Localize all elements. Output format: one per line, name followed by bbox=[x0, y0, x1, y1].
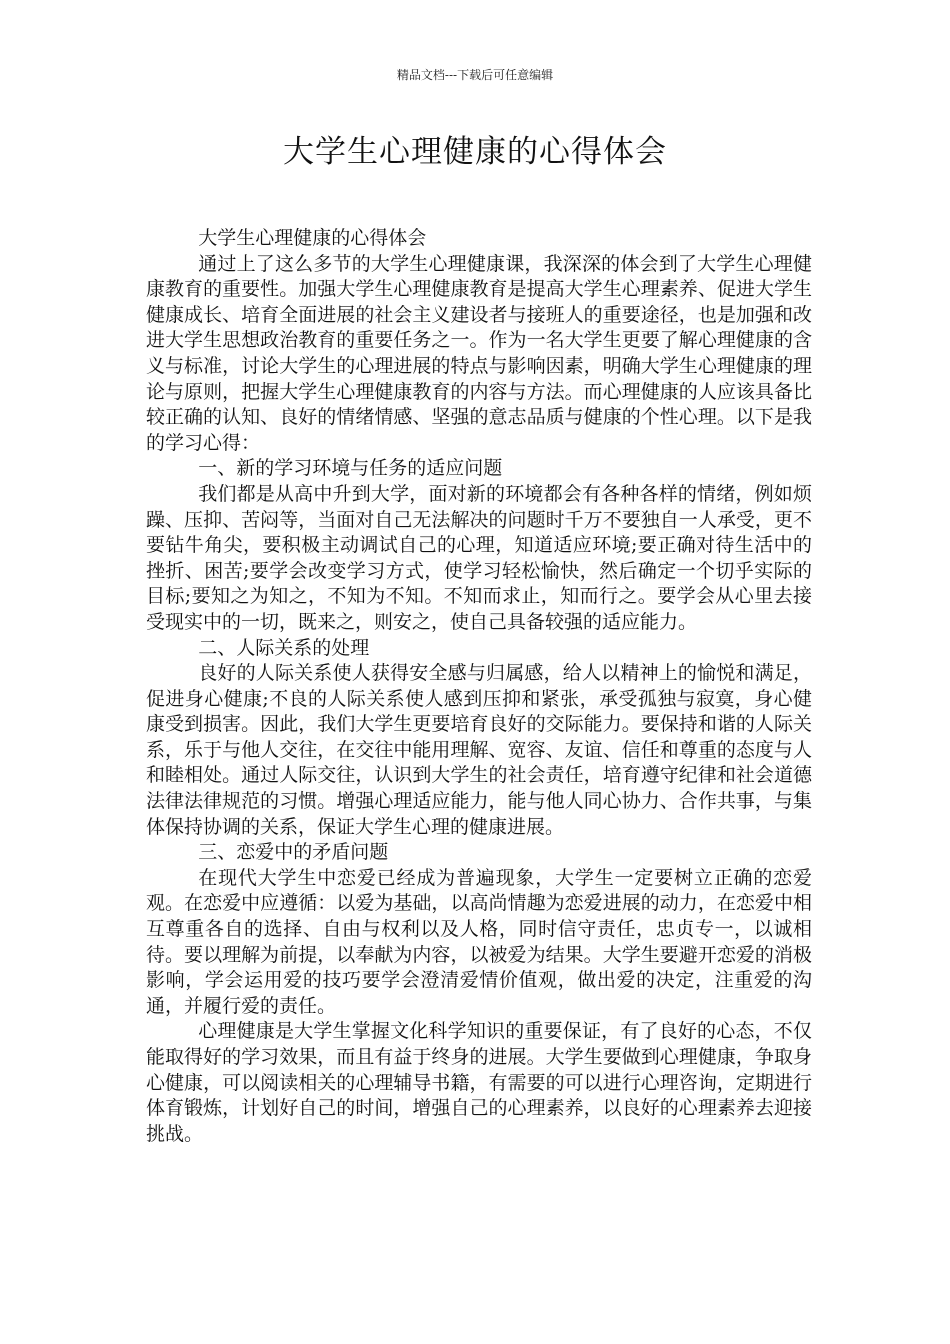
section-paragraph-1: 我们都是从高中升到大学，面对新的环境都会有各种各样的情绪，例如烦躁、压抑、苦闷等，当面对自己无法解决的问题时千万不要独自一人承受，更不要钻牛角尖，要积极主动调试自己的心理，知道适应环境;要正确对待生活中的挫折、困苦;要学会改变学习方式，使学习轻松愉快，然后确定一个切乎实际的目标;要知之为知之，不知为不知。不知而求止，知而行之。要学会从心里去接受现实中的一切，既来之，则安之，使自己具备较强的适应能力。 bbox=[146, 482, 812, 633]
section-heading-3: 三、恋爱中的矛盾问题 bbox=[198, 841, 389, 864]
conclusion-paragraph: 心理健康是大学生掌握文化科学知识的重要保证，有了良好的心态，不仅能取得好的学习效果，而且有益于终身的进展。大学生要做到心理健康，争取身心健康，可以阅读相关的心理辅导书籍，有需要的可以进行心理咨询，定期进行体育锻炼，计划好自己的时间，增强自己的心理素养，以良好的心理素养去迎接挑战。 bbox=[146, 1020, 812, 1145]
subtitle-paragraph: 大学生心理健康的心得体会 bbox=[198, 227, 427, 249]
section-heading-2: 二、人际关系的处理 bbox=[198, 636, 370, 659]
section-heading-1: 一、新的学习环境与任务的适应问题 bbox=[198, 457, 503, 480]
document-title: 大学生心理健康的心得体会 bbox=[283, 134, 667, 170]
section-paragraph-3: 在现代大学生中恋爱已经成为普遍现象，大学生一定要树立正确的恋爱观。在恋爱中应遵循：以爱为基础，以高尚情趣为恋爱进展的动力，在恋爱中相互尊重各自的选择、自由与权利以及人格，同时信守责任，忠贞专一，以诚相待。要以理解为前提，以奉献为内容，以被爱为结果。大学生要避开恋爱的消极影响，学会运用爱的技巧要学会澄清爱情价值观，做出爱的决定，注重爱的沟通，并履行爱的责任。 bbox=[146, 866, 812, 1017]
header-note: 精品文档---下载后可任意编辑 bbox=[396, 68, 554, 82]
intro-paragraph: 通过上了这么多节的大学生心理健康课，我深深的体会到了大学生心理健康教育的重要性。加强大学生心理健康教育是提高大学生心理素养、促进大学生健康成长、培育全面进展的社会主义建设者与接班人的重要途径，也是加强和改进大学生思想政治教育的重要任务之一。作为一名大学生更要了解心理健康的含义与标准，讨论大学生的心理进展的特点与影响因素，明确大学生心理健康的理论与原则，把握大学生心理健康教育的内容与方法。而心理健康的人应该具备比较正确的认知、良好的情绪情感、坚强的意志品质与健康的个性心理。以下是我的学习心得： bbox=[146, 252, 812, 454]
section-paragraph-2: 良好的人际关系使人获得安全感与归属感，给人以精神上的愉悦和满足，促进身心健康;不良的人际关系使人感到压抑和紧张，承受孤独与寂寞，身心健康受到损害。因此，我们大学生更要培育良好的交际能力。要保持和谐的人际关系，乐于与他人交往，在交往中能用理解、宽容、友谊、信任和尊重的态度与人和睦相处。通过人际交往，认识到大学生的社会责任，培育遵守纪律和社会道德法律法律规范的习惯。增强心理适应能力，能与他人同心协力、合作共事，与集体保持协调的关系，保证大学生心理的健康进展。 bbox=[146, 662, 812, 838]
document-body bbox=[146, 226, 812, 1147]
